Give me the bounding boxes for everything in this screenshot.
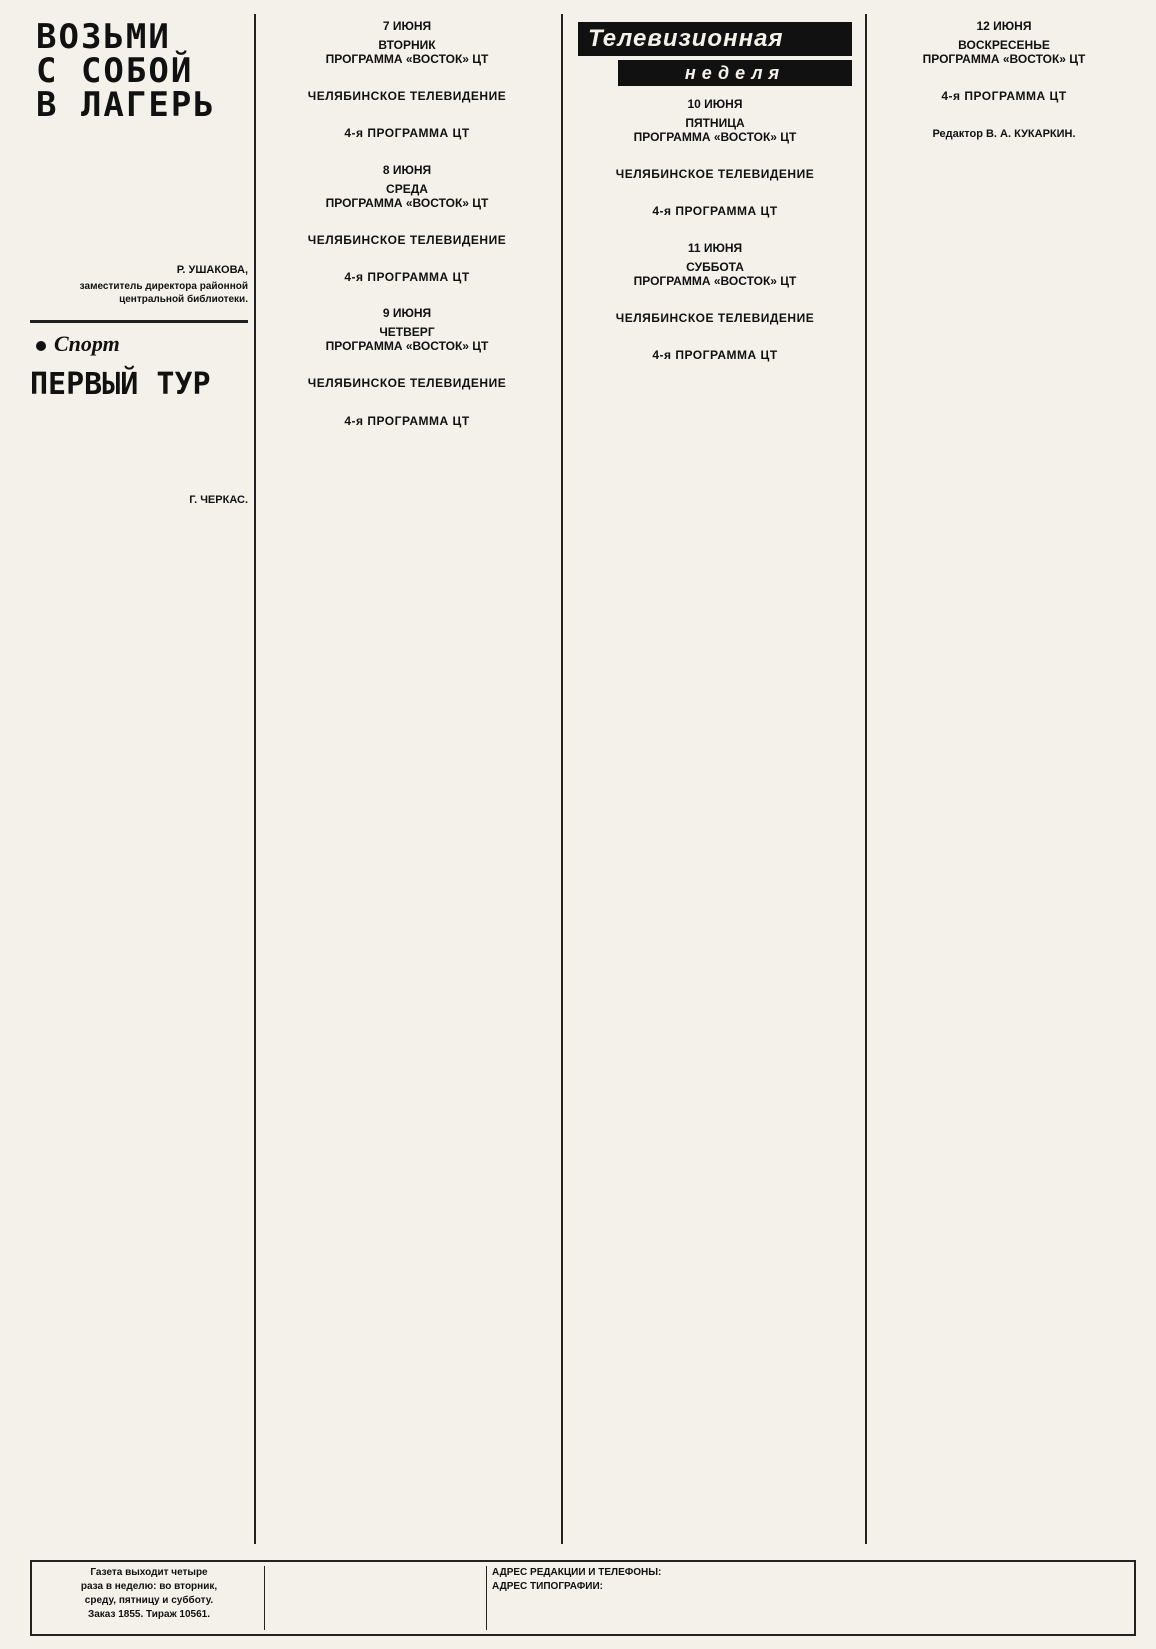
editorial-address: АДРЕС РЕДАКЦИИ И ТЕЛЕФОНЫ: АДРЕС ТИПОГРАФИИ: [492, 1567, 662, 1592]
imprint-footer [30, 1560, 1136, 1636]
tv-day-10: 10 ИЮНЯ ПЯТНИЦА ПРОГРАММА «ВОСТОК» ЦТ ЧЕЛЯБИНСКОЕ ТЕЛЕВИДЕНИЕ 4-я ПРОГРАММА ЦТ [615, 97, 815, 219]
column-tv-3 [872, 14, 1136, 1550]
library-signature: Р. УШАКОВА, [176, 264, 248, 276]
library-paragraph [30, 144, 248, 158]
sport-paragraph [30, 474, 248, 488]
column-library [30, 14, 248, 1550]
sport-divider [30, 320, 248, 323]
library-paragraph [30, 204, 248, 218]
sport-rubric: Спорт [36, 331, 248, 357]
column-rule [865, 14, 867, 1544]
sport-signature: Г. ЧЕРКАС. [189, 494, 248, 506]
library-paragraph [30, 184, 248, 198]
library-paragraph [30, 164, 248, 178]
sport-headline: ПЕРВЫЙ ТУР [30, 367, 211, 402]
column-tv-2 [570, 14, 860, 1550]
sport-paragraph [30, 454, 248, 468]
column-tv-1 [262, 14, 552, 1550]
publication-schedule: Газета выходит четыре раза в неделю: во вторник, среду, пятницу и субботу. Заказ 1855. Тираж 10561. [80, 1567, 218, 1620]
library-signature-note: заместитель директора районной центральной библиотеки. [79, 281, 248, 305]
footer-divider [264, 1566, 265, 1630]
column-rule [254, 14, 256, 1544]
library-paragraph [30, 224, 248, 238]
sport-paragraph [30, 434, 248, 448]
library-paragraph [30, 124, 248, 138]
tv-day-9: 9 ИЮНЯ ЧЕТВЕРГ ПРОГРАММА «ВОСТОК» ЦТ ЧЕЛЯБИНСКОЕ ТЕЛЕВИДЕНИЕ 4-я ПРОГРАММА ЦТ [307, 306, 507, 428]
tv-day-8: 8 ИЮНЯ СРЕДА ПРОГРАММА «ВОСТОК» ЦТ ЧЕЛЯБИНСКОЕ ТЕЛЕВИДЕНИЕ 4-я ПРОГРАММА ЦТ [307, 162, 507, 284]
tv-masthead: Телевизионная неделя [578, 22, 852, 88]
editor-credit: Редактор В. А. КУКАРКИН. [932, 128, 1076, 141]
bullet-icon [36, 341, 46, 351]
column-rule [561, 14, 563, 1544]
library-paragraph [30, 244, 248, 258]
footer-divider [486, 1566, 487, 1630]
tv-day-7: 7 ИЮНЯ ВТОРНИК ПРОГРАММА «ВОСТОК» ЦТ ЧЕЛЯБИНСКОЕ ТЕЛЕВИДЕНИЕ 4-я ПРОГРАММА ЦТ [307, 19, 507, 141]
library-headline: ВОЗЬМИ С СОБОЙ В ЛАГЕРЬ [36, 17, 216, 125]
tv-day-12: 12 ИЮНЯ ВОСКРЕСЕНЬЕ ПРОГРАММА «ВОСТОК» ЦТ 4-я ПРОГРАММА ЦТ [922, 19, 1086, 104]
sport-paragraph [30, 414, 248, 428]
tv-day-11: 11 ИЮНЯ СУББОТА ПРОГРАММА «ВОСТОК» ЦТ ЧЕЛЯБИНСКОЕ ТЕЛЕВИДЕНИЕ 4-я ПРОГРАММА ЦТ [615, 240, 815, 362]
